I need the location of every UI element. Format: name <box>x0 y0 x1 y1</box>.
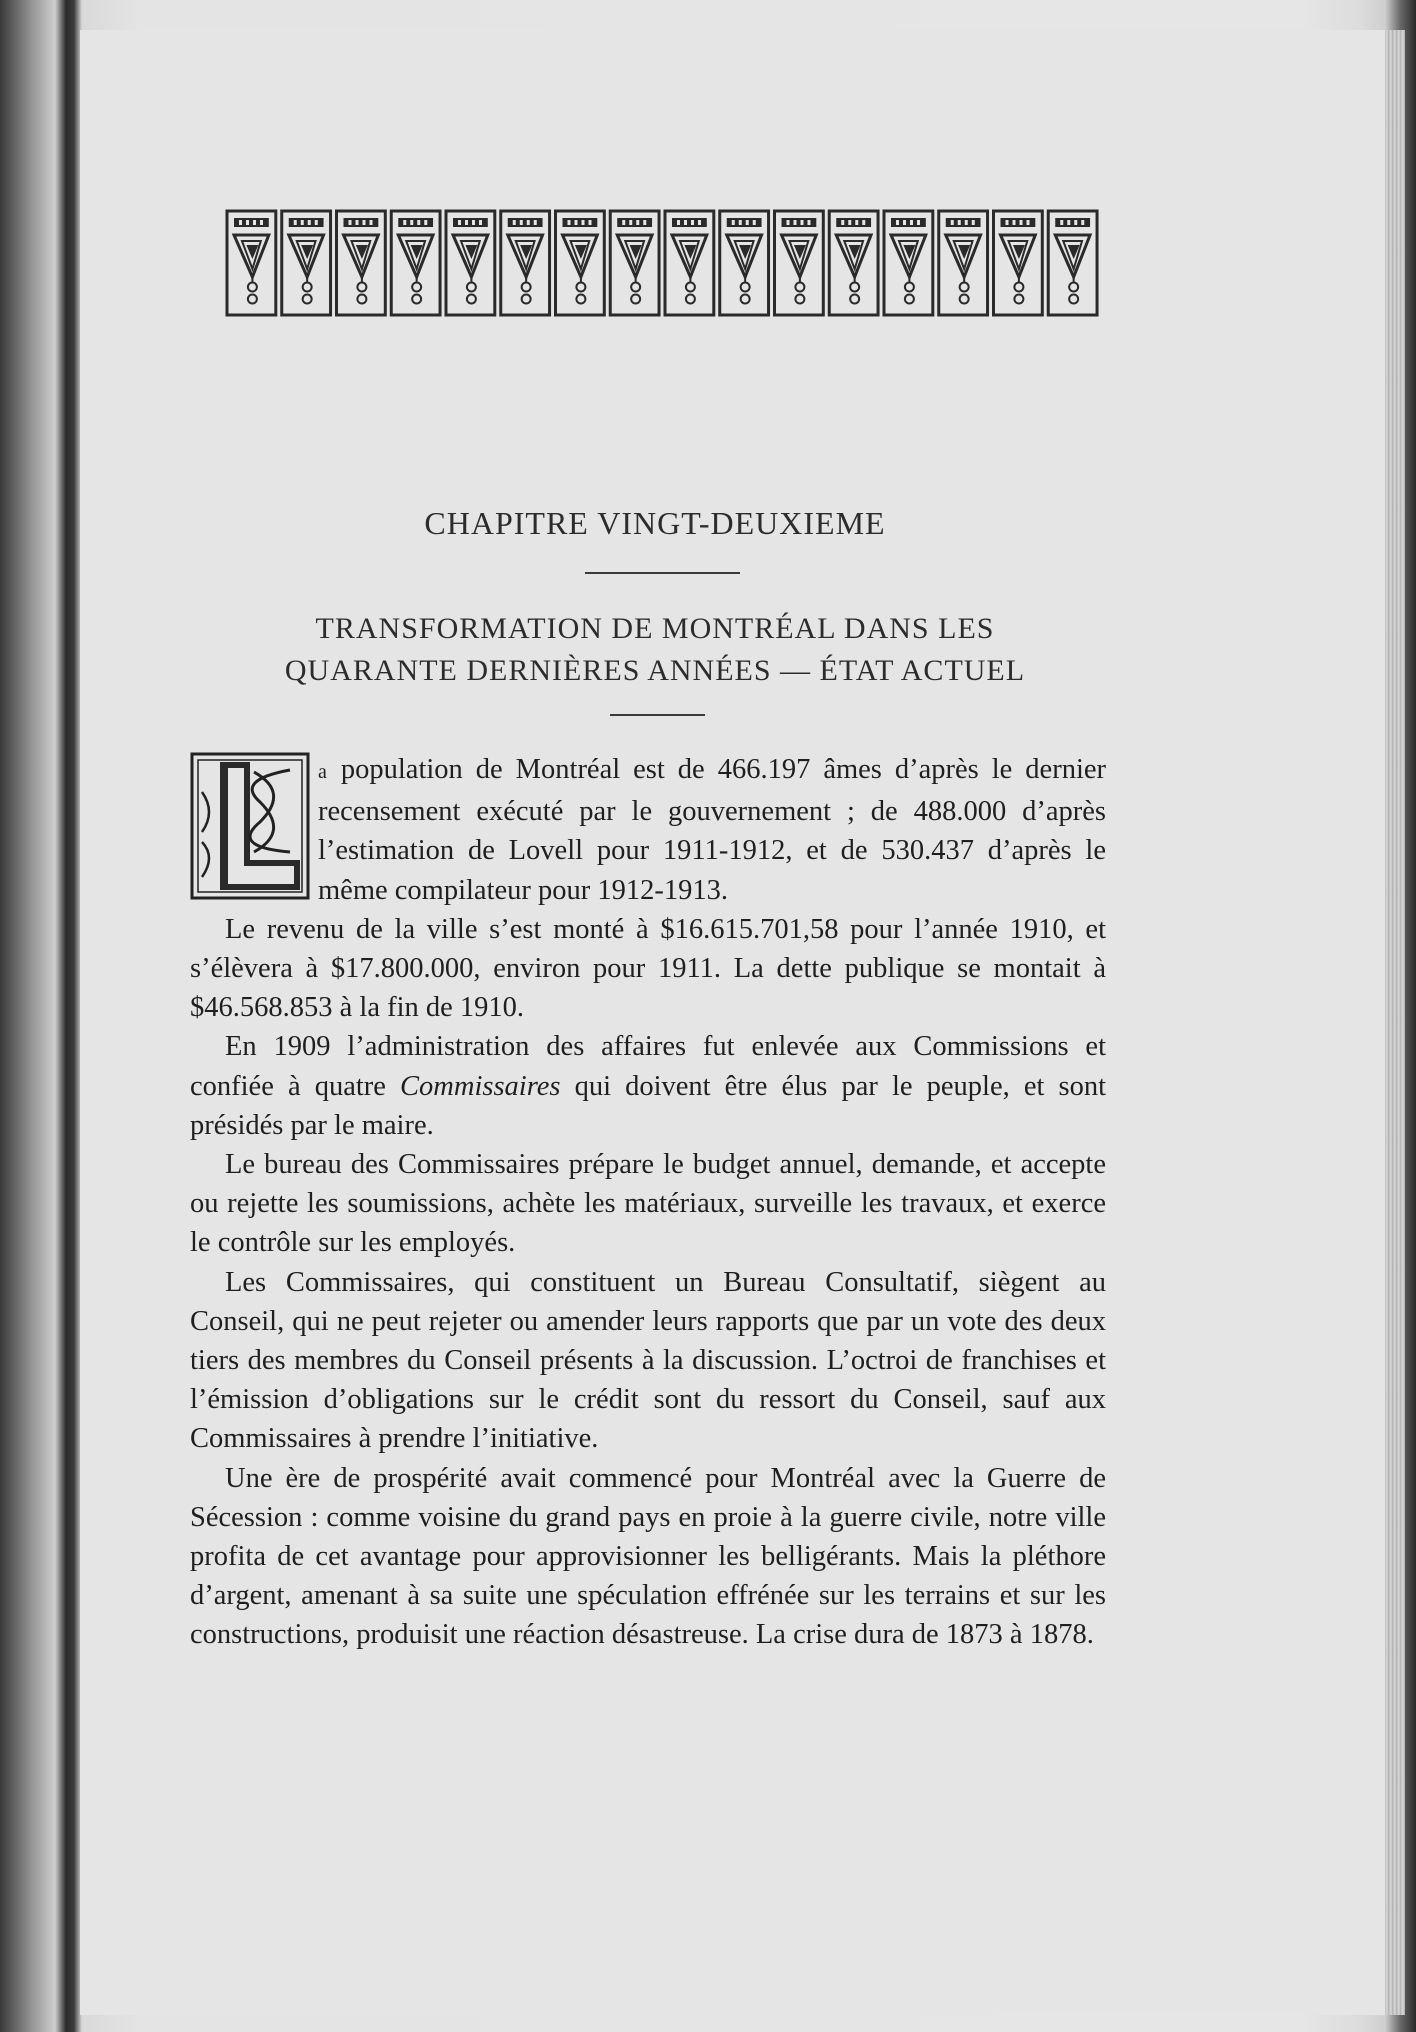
divider-rule <box>585 572 740 574</box>
chapter-subtitle <box>170 608 1140 692</box>
ornament-panel <box>556 211 605 315</box>
paragraph-2: Le revenu de la ville s’est monté à $16.615.701,58 pour l’année 1910, et s’élèvera à $17.800.000, environ pour 1911. La dette publique se montait à $46.568.853 à la fin de 1910. <box>190 913 1106 1024</box>
ornament-panel <box>391 211 440 315</box>
body-text <box>190 750 1106 1655</box>
ornament-panel <box>227 211 276 315</box>
subtitle-line-2: QUARANTE DERNIÈRES ANNÉES — ÉTAT ACTUEL <box>284 654 1026 687</box>
paragraph-6: Une ère de prospérité avait commencé pour Montréal avec la Guerre de Sécession : comme voisine du grand pays en proie à la guerre civile, notre ville profita de cet avantage pour approvisionner les belligérants. Mais la pléthore d’argent, amenant à sa suite une spéculation effrénée sur les terrains et sur les constructions, produisit une réaction désastreuse. La crise dura de 1873 à 1878. <box>190 1462 1106 1651</box>
ornament-panel <box>610 211 659 315</box>
ornament-panel <box>884 211 933 315</box>
paragraph-3 <box>190 1027 1106 1145</box>
ornament-panel <box>829 211 878 315</box>
subtitle-line-1: TRANSFORMATION DE MONTRÉAL DANS LES <box>315 612 995 645</box>
paragraph-1 <box>190 750 1106 910</box>
ornament-panel <box>337 211 386 315</box>
paragraph-5: Les Commissaires, qui constituent un Bureau Consultatif, siègent au Conseil, qui ne peut rejeter ou amender leurs rapports que par un vote des deux tiers des membres du Conseil présents à la discussion. L’octroi de franchises et l’émission d’obligations sur le crédit sont du ressort du Conseil, sauf aux Commissaires à prendre l’initiative. <box>190 1266 1106 1455</box>
paragraph-3-italic: Commissaires <box>400 1070 561 1102</box>
ornament-panel <box>939 211 988 315</box>
ornament-panel <box>1048 211 1097 315</box>
ornament-panel <box>775 211 824 315</box>
ornament-panel <box>501 211 550 315</box>
ornament-panel <box>720 211 769 315</box>
ornamental-drop-cap-icon <box>190 752 310 900</box>
drop-cap-rest: a <box>318 761 328 783</box>
ornament-panel <box>994 211 1043 315</box>
decorative-header-ornament-icon <box>225 209 1101 319</box>
paragraph-1-text: population de Montréal est de 466.197 âmes d’après le dernier recensement exécuté par le gouvernement ; de 488.000 d’après l’estimation de Lovell pour 1911-1912, et de 530.437 d’après le même compilateur pour 1912-1913. <box>318 754 1106 906</box>
chapter-title: CHAPITRE VINGT-DEUXIEME <box>424 505 886 541</box>
paragraph-3-before: En 1909 l’administration des affaires fut enlevée aux Commissions et confiée à quatre <box>190 1031 1106 1102</box>
divider-rule <box>610 714 705 716</box>
ornament-panel <box>282 211 331 315</box>
paragraph-4: Le bureau des Commissaires prépare le budget annuel, demande, et accepte ou rejette les soumissions, achète les matériaux, surveille les travaux, et exerce le contrôle sur les employés. <box>190 1149 1106 1259</box>
ornament-panel <box>446 211 495 315</box>
page-edge <box>1385 30 1405 2015</box>
paragraph-3-after: qui doivent être élus par le peuple, et sont présidés par le maire. <box>190 1070 1107 1141</box>
ornament-panel <box>665 211 714 315</box>
